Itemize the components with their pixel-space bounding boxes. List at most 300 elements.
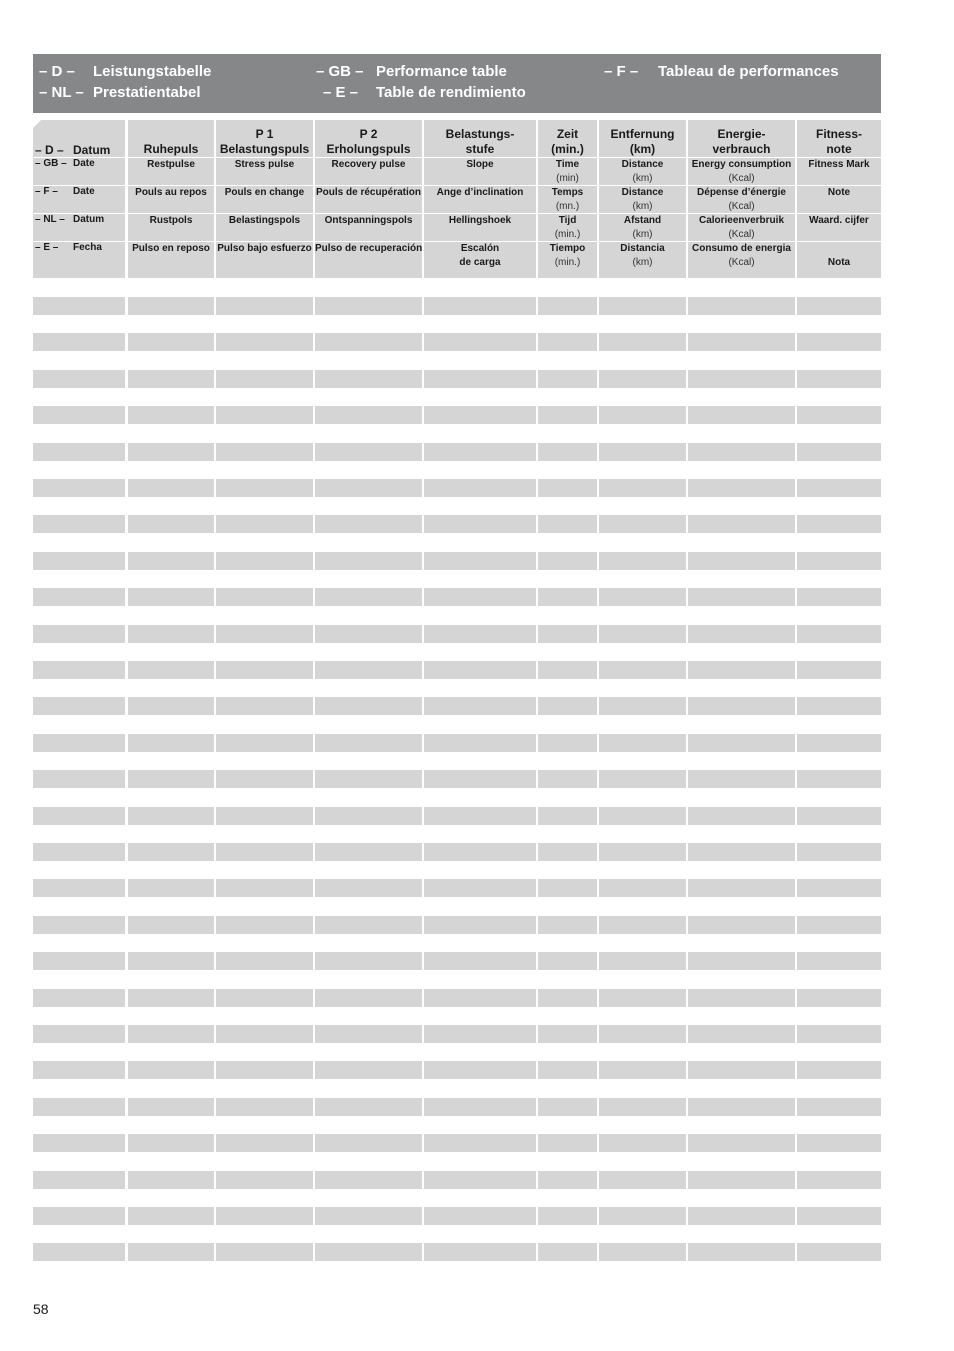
table-cell[interactable] xyxy=(538,479,597,497)
table-cell[interactable] xyxy=(688,1243,795,1261)
date-gb: Date xyxy=(73,158,95,169)
table-cell[interactable] xyxy=(599,443,686,461)
header-label-f: Pouls au repos xyxy=(135,187,207,198)
header-label-gb: Restpulse xyxy=(147,159,195,170)
header-label-nl: Afstand xyxy=(623,215,662,226)
table-cell[interactable] xyxy=(538,1061,597,1079)
table-cell[interactable] xyxy=(797,1025,881,1043)
table-cell[interactable] xyxy=(688,1207,795,1225)
table-cell[interactable] xyxy=(216,989,313,1007)
table-cell[interactable] xyxy=(128,1171,214,1189)
table-cell[interactable] xyxy=(315,370,422,388)
table-cell[interactable] xyxy=(315,297,422,315)
table-cell[interactable] xyxy=(33,1098,125,1116)
table-cell[interactable] xyxy=(688,297,795,315)
table-cell[interactable] xyxy=(688,479,795,497)
table-cell[interactable] xyxy=(797,989,881,1007)
table-row xyxy=(33,807,881,825)
table-cell[interactable] xyxy=(216,297,313,315)
table-cell[interactable] xyxy=(538,443,597,461)
table-cell[interactable] xyxy=(33,697,125,715)
page-number: 58 xyxy=(33,1301,49,1317)
table-cell[interactable] xyxy=(599,370,686,388)
table-cell[interactable] xyxy=(216,879,313,897)
table-cell[interactable] xyxy=(688,879,795,897)
table-cell[interactable] xyxy=(216,479,313,497)
table-cell[interactable] xyxy=(538,297,597,315)
header-title-line2: Belastungspuls xyxy=(219,142,310,156)
table-cell[interactable] xyxy=(599,1098,686,1116)
header-unit-f: (Kcal) xyxy=(728,201,755,212)
table-cell[interactable] xyxy=(216,625,313,643)
table-cell[interactable] xyxy=(315,661,422,679)
table-row xyxy=(33,552,881,570)
table-cell[interactable] xyxy=(128,1207,214,1225)
table-cell[interactable] xyxy=(424,879,536,897)
table-cell[interactable] xyxy=(424,952,536,970)
table-cell[interactable] xyxy=(424,1025,536,1043)
table-cell[interactable] xyxy=(315,916,422,934)
table-cell[interactable] xyxy=(599,1171,686,1189)
table-cell[interactable] xyxy=(538,552,597,570)
table-cell[interactable] xyxy=(216,1098,313,1116)
header-divider xyxy=(33,185,881,186)
table-cell[interactable] xyxy=(599,807,686,825)
table-cell[interactable] xyxy=(688,697,795,715)
table-cell[interactable] xyxy=(128,916,214,934)
table-cell[interactable] xyxy=(128,552,214,570)
table-cell[interactable] xyxy=(128,297,214,315)
table-row xyxy=(33,588,881,606)
table-cell[interactable] xyxy=(599,661,686,679)
table-cell[interactable] xyxy=(688,1061,795,1079)
table-cell[interactable] xyxy=(599,479,686,497)
date-de: Datum xyxy=(73,143,111,157)
header-label-e: Distancia xyxy=(620,243,665,254)
table-cell[interactable] xyxy=(424,406,536,424)
table-row xyxy=(33,952,881,970)
table-cell[interactable] xyxy=(33,770,125,788)
table-cell[interactable] xyxy=(315,952,422,970)
table-cell[interactable] xyxy=(797,916,881,934)
table-cell[interactable] xyxy=(538,333,597,351)
header-col-3 xyxy=(315,120,422,278)
table-cell[interactable] xyxy=(33,625,125,643)
table-cell[interactable] xyxy=(424,734,536,752)
lang-label-nl: – NL – xyxy=(35,214,65,225)
title-de: Leistungstabelle xyxy=(93,63,212,80)
table-cell[interactable] xyxy=(599,697,686,715)
table-cell[interactable] xyxy=(599,989,686,1007)
table-cell[interactable] xyxy=(424,697,536,715)
table-cell[interactable] xyxy=(216,1061,313,1079)
table-cell[interactable] xyxy=(424,1171,536,1189)
table-cell[interactable] xyxy=(688,1134,795,1152)
table-cell[interactable] xyxy=(538,1098,597,1116)
table-cell[interactable] xyxy=(216,333,313,351)
header-label-gb: Stress pulse xyxy=(234,159,295,170)
table-cell[interactable] xyxy=(216,1171,313,1189)
table-cell[interactable] xyxy=(33,443,125,461)
date-f: Date xyxy=(73,186,95,197)
table-cell[interactable] xyxy=(33,952,125,970)
table-cell[interactable] xyxy=(424,370,536,388)
table-cell[interactable] xyxy=(599,406,686,424)
table-cell[interactable] xyxy=(797,406,881,424)
table-cell[interactable] xyxy=(216,770,313,788)
table-cell[interactable] xyxy=(599,1061,686,1079)
table-row xyxy=(33,297,881,315)
table-cell[interactable] xyxy=(797,952,881,970)
table-cell[interactable] xyxy=(797,879,881,897)
table-cell[interactable] xyxy=(128,879,214,897)
table-cell[interactable] xyxy=(216,1025,313,1043)
table-cell[interactable] xyxy=(33,1243,125,1261)
table-cell[interactable] xyxy=(128,588,214,606)
header-title-line1: Belastungs- xyxy=(445,127,515,141)
table-cell[interactable] xyxy=(315,1098,422,1116)
table-cell[interactable] xyxy=(216,697,313,715)
header-label-nl: Belastingspols xyxy=(228,215,301,226)
table-cell[interactable] xyxy=(424,770,536,788)
table-cell[interactable] xyxy=(33,989,125,1007)
header-label-e: Pulso bajo esfuerzo xyxy=(217,243,312,254)
header-title-line2: note xyxy=(826,142,852,156)
table-cell[interactable] xyxy=(599,552,686,570)
table-cell[interactable] xyxy=(797,479,881,497)
table-cell[interactable] xyxy=(216,552,313,570)
table-cell[interactable] xyxy=(688,443,795,461)
table-cell[interactable] xyxy=(424,552,536,570)
table-cell[interactable] xyxy=(797,1243,881,1261)
header-label-f: Note xyxy=(827,187,851,198)
header-label-e-line2: de carga xyxy=(459,257,501,268)
table-cell[interactable] xyxy=(599,952,686,970)
table-cell[interactable] xyxy=(315,1207,422,1225)
table-cell[interactable] xyxy=(424,588,536,606)
table-cell[interactable] xyxy=(33,552,125,570)
table-cell[interactable] xyxy=(33,916,125,934)
table-cell[interactable] xyxy=(128,443,214,461)
table-cell[interactable] xyxy=(688,333,795,351)
table-cell[interactable] xyxy=(128,370,214,388)
table-cell[interactable] xyxy=(216,515,313,533)
table-cell[interactable] xyxy=(424,479,536,497)
table-cell[interactable] xyxy=(33,879,125,897)
table-cell[interactable] xyxy=(599,588,686,606)
table-cell[interactable] xyxy=(688,734,795,752)
table-cell[interactable] xyxy=(33,843,125,861)
table-cell[interactable] xyxy=(128,333,214,351)
table-cell[interactable] xyxy=(315,333,422,351)
table-cell[interactable] xyxy=(33,1025,125,1043)
table-cell[interactable] xyxy=(33,515,125,533)
table-cell[interactable] xyxy=(797,1134,881,1152)
table-cell[interactable] xyxy=(315,625,422,643)
table-cell[interactable] xyxy=(424,625,536,643)
table-cell[interactable] xyxy=(538,770,597,788)
table-cell[interactable] xyxy=(688,515,795,533)
table-cell[interactable] xyxy=(797,697,881,715)
table-row xyxy=(33,370,881,388)
table-cell[interactable] xyxy=(315,552,422,570)
table-cell[interactable] xyxy=(216,443,313,461)
table-cell[interactable] xyxy=(315,1134,422,1152)
table-cell[interactable] xyxy=(128,989,214,1007)
table-cell[interactable] xyxy=(599,625,686,643)
table-cell[interactable] xyxy=(599,333,686,351)
table-cell[interactable] xyxy=(33,661,125,679)
header-label-e-line2: Nota xyxy=(827,257,851,268)
table-cell[interactable] xyxy=(538,625,597,643)
table-cell[interactable] xyxy=(688,770,795,788)
table-cell[interactable] xyxy=(216,661,313,679)
table-cell[interactable] xyxy=(688,843,795,861)
header-title-line1: Zeit xyxy=(556,127,579,141)
table-cell[interactable] xyxy=(688,1171,795,1189)
table-cell[interactable] xyxy=(424,843,536,861)
table-cell[interactable] xyxy=(538,807,597,825)
table-cell[interactable] xyxy=(128,1243,214,1261)
header-unit-nl: (km) xyxy=(632,229,653,240)
lang-code-f: – F – xyxy=(604,63,639,80)
table-cell[interactable] xyxy=(216,916,313,934)
table-cell[interactable] xyxy=(424,1207,536,1225)
table-cell[interactable] xyxy=(128,661,214,679)
header-unit-gb: (Kcal) xyxy=(728,173,755,184)
table-cell[interactable] xyxy=(128,1025,214,1043)
table-cell[interactable] xyxy=(315,734,422,752)
header-label-f: Ange d’inclination xyxy=(436,187,524,198)
table-cell[interactable] xyxy=(688,661,795,679)
header-label-e: Escalón xyxy=(460,243,500,254)
table-cell[interactable] xyxy=(315,879,422,897)
table-cell[interactable] xyxy=(797,1207,881,1225)
table-cell[interactable] xyxy=(797,807,881,825)
table-cell[interactable] xyxy=(797,370,881,388)
table-cell[interactable] xyxy=(797,770,881,788)
table-cell[interactable] xyxy=(315,588,422,606)
table-cell[interactable] xyxy=(538,952,597,970)
table-cell[interactable] xyxy=(688,1025,795,1043)
table-cell[interactable] xyxy=(33,1061,125,1079)
table-cell[interactable] xyxy=(216,406,313,424)
table-cell[interactable] xyxy=(424,515,536,533)
table-cell[interactable] xyxy=(688,952,795,970)
table-row xyxy=(33,515,881,533)
table-cell[interactable] xyxy=(216,1134,313,1152)
table-cell[interactable] xyxy=(315,443,422,461)
table-cell[interactable] xyxy=(538,661,597,679)
table-cell[interactable] xyxy=(688,625,795,643)
table-cell[interactable] xyxy=(797,515,881,533)
table-cell[interactable] xyxy=(599,515,686,533)
table-cell[interactable] xyxy=(33,297,125,315)
table-cell[interactable] xyxy=(315,479,422,497)
table-cell[interactable] xyxy=(797,1171,881,1189)
table-cell[interactable] xyxy=(538,1243,597,1261)
table-cell[interactable] xyxy=(688,807,795,825)
table-cell[interactable] xyxy=(33,333,125,351)
table-cell[interactable] xyxy=(33,370,125,388)
table-cell[interactable] xyxy=(128,734,214,752)
date-nl: Datum xyxy=(73,214,105,225)
table-cell[interactable] xyxy=(797,552,881,570)
table-cell[interactable] xyxy=(424,1134,536,1152)
table-cell[interactable] xyxy=(315,770,422,788)
header-unit-gb: (km) xyxy=(632,173,653,184)
table-cell[interactable] xyxy=(128,697,214,715)
table-cell[interactable] xyxy=(128,1061,214,1079)
table-cell[interactable] xyxy=(424,807,536,825)
table-cell[interactable] xyxy=(797,843,881,861)
table-cell[interactable] xyxy=(315,1061,422,1079)
table-row xyxy=(33,1025,881,1043)
header-unit-f: (km) xyxy=(632,201,653,212)
table-cell[interactable] xyxy=(424,989,536,1007)
table-cell[interactable] xyxy=(216,843,313,861)
table-cell[interactable] xyxy=(216,1207,313,1225)
table-cell[interactable] xyxy=(538,1171,597,1189)
table-cell[interactable] xyxy=(797,333,881,351)
table-cell[interactable] xyxy=(315,1025,422,1043)
table-cell[interactable] xyxy=(538,406,597,424)
table-cell[interactable] xyxy=(538,1025,597,1043)
table-cell[interactable] xyxy=(216,588,313,606)
title-banner xyxy=(33,54,881,113)
header-unit-nl: (Kcal) xyxy=(728,229,755,240)
table-cell[interactable] xyxy=(688,1098,795,1116)
table-cell[interactable] xyxy=(797,1061,881,1079)
table-cell[interactable] xyxy=(216,807,313,825)
table-cell[interactable] xyxy=(315,697,422,715)
table-cell[interactable] xyxy=(216,952,313,970)
header-label-gb: Fitness Mark xyxy=(808,159,870,170)
table-row xyxy=(33,1061,881,1079)
table-cell[interactable] xyxy=(797,443,881,461)
table-cell[interactable] xyxy=(33,807,125,825)
table-cell[interactable] xyxy=(599,770,686,788)
table-cell[interactable] xyxy=(797,588,881,606)
table-cell[interactable] xyxy=(33,588,125,606)
table-cell[interactable] xyxy=(315,843,422,861)
lang-code-nl: – NL – xyxy=(39,84,84,101)
table-cell[interactable] xyxy=(688,916,795,934)
table-cell[interactable] xyxy=(315,406,422,424)
table-cell[interactable] xyxy=(315,1243,422,1261)
table-cell[interactable] xyxy=(315,1171,422,1189)
table-cell[interactable] xyxy=(538,588,597,606)
table-cell[interactable] xyxy=(599,843,686,861)
table-cell[interactable] xyxy=(538,370,597,388)
table-cell[interactable] xyxy=(424,443,536,461)
table-cell[interactable] xyxy=(538,734,597,752)
table-cell[interactable] xyxy=(128,1098,214,1116)
table-cell[interactable] xyxy=(128,515,214,533)
table-cell[interactable] xyxy=(599,1207,686,1225)
table-cell[interactable] xyxy=(688,370,795,388)
table-cell[interactable] xyxy=(315,989,422,1007)
table-row xyxy=(33,479,881,497)
table-cell[interactable] xyxy=(128,406,214,424)
table-cell[interactable] xyxy=(424,661,536,679)
header-label-f: Distance xyxy=(621,187,664,198)
table-cell[interactable] xyxy=(315,807,422,825)
table-cell[interactable] xyxy=(599,1243,686,1261)
table-cell[interactable] xyxy=(538,1207,597,1225)
table-cell[interactable] xyxy=(688,406,795,424)
table-cell[interactable] xyxy=(216,1243,313,1261)
table-cell[interactable] xyxy=(33,406,125,424)
table-cell[interactable] xyxy=(688,989,795,1007)
table-cell[interactable] xyxy=(33,1207,125,1225)
table-cell[interactable] xyxy=(128,952,214,970)
header-corner xyxy=(33,120,41,128)
table-cell[interactable] xyxy=(424,1061,536,1079)
table-cell[interactable] xyxy=(33,1171,125,1189)
table-cell[interactable] xyxy=(688,588,795,606)
table-cell[interactable] xyxy=(33,1134,125,1152)
lang-label-e: – E – xyxy=(35,242,59,253)
header-unit-e: (Kcal) xyxy=(728,257,755,268)
table-cell[interactable] xyxy=(424,1098,536,1116)
table-cell[interactable] xyxy=(599,879,686,897)
table-cell[interactable] xyxy=(128,1134,214,1152)
table-cell[interactable] xyxy=(599,734,686,752)
table-cell[interactable] xyxy=(538,879,597,897)
table-cell[interactable] xyxy=(599,916,686,934)
table-cell[interactable] xyxy=(797,1098,881,1116)
table-cell[interactable] xyxy=(538,989,597,1007)
header-label-gb: Time xyxy=(555,159,580,170)
lang-label-f: – F – xyxy=(35,186,58,197)
table-cell[interactable] xyxy=(315,515,422,533)
table-cell[interactable] xyxy=(128,807,214,825)
table-cell[interactable] xyxy=(538,916,597,934)
table-cell[interactable] xyxy=(688,552,795,570)
table-cell[interactable] xyxy=(538,1134,597,1152)
table-cell[interactable] xyxy=(538,515,597,533)
table-cell[interactable] xyxy=(538,697,597,715)
header-label-f: Dépense d’énergie xyxy=(697,187,786,198)
header-title-line1: Energie- xyxy=(717,127,766,141)
table-cell[interactable] xyxy=(424,916,536,934)
table-cell[interactable] xyxy=(128,625,214,643)
table-cell[interactable] xyxy=(216,734,313,752)
table-cell[interactable] xyxy=(128,479,214,497)
table-cell[interactable] xyxy=(216,370,313,388)
table-cell[interactable] xyxy=(538,843,597,861)
lang-label-gb: – GB – xyxy=(35,158,67,169)
table-cell[interactable] xyxy=(797,297,881,315)
table-cell[interactable] xyxy=(128,843,214,861)
table-cell[interactable] xyxy=(797,734,881,752)
table-cell[interactable] xyxy=(599,1025,686,1043)
table-cell[interactable] xyxy=(599,297,686,315)
table-cell[interactable] xyxy=(424,333,536,351)
table-cell[interactable] xyxy=(33,734,125,752)
table-cell[interactable] xyxy=(797,625,881,643)
header-label-gb: Energy consumption xyxy=(691,159,792,170)
table-cell[interactable] xyxy=(424,297,536,315)
table-cell[interactable] xyxy=(797,661,881,679)
table-row xyxy=(33,843,881,861)
table-cell[interactable] xyxy=(424,1243,536,1261)
table-cell[interactable] xyxy=(599,1134,686,1152)
table-cell[interactable] xyxy=(128,770,214,788)
header-label-e: Consumo de energia xyxy=(692,243,791,254)
table-cell[interactable] xyxy=(33,479,125,497)
